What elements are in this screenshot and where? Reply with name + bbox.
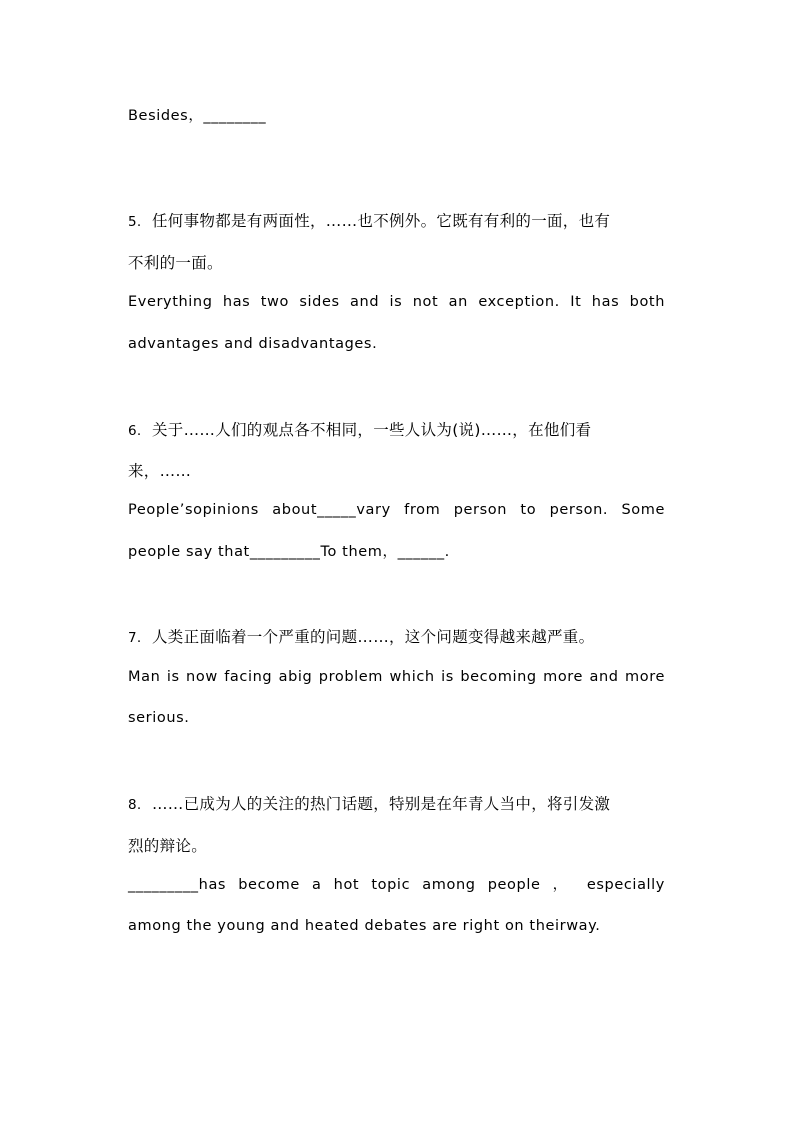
- english-sentence-line-1: Man is now facing abig problem which is becoming more and more: [128, 669, 665, 685]
- intro-line: Besides，________: [128, 108, 267, 124]
- chinese-sentence-line-1: [128, 627, 594, 648]
- chinese-text: 人类正面临着一个严重的问题……，这个问题变得越来越严重。: [152, 628, 595, 646]
- chinese-sentence-line-1: [128, 794, 610, 815]
- english-sentence-line-2: serious.: [128, 710, 190, 726]
- chinese-sentence-line-2: 来，……: [128, 462, 192, 480]
- item-number: 6.: [128, 423, 142, 439]
- english-sentence-line-2: among the young and heated debates are right on theirway.: [128, 918, 601, 934]
- english-sentence-line-2: people say that_________To them，______.: [128, 544, 450, 560]
- chinese-sentence-line-2: 不利的一面。: [128, 254, 223, 272]
- item-number: 5.: [128, 214, 142, 230]
- chinese-sentence-line-1: [128, 211, 610, 232]
- chinese-sentence-line-2: 烈的辩论。: [128, 837, 208, 855]
- chinese-sentence-line-1: [128, 420, 591, 441]
- english-sentence-line-1: Everything has two sides and is not an exception. It has both: [128, 294, 665, 310]
- chinese-text: ……已成为人的关注的热门话题，特别是在年青人当中，将引发激: [152, 795, 611, 813]
- chinese-text: 任何事物都是有两面性，……也不例外。它既有有利的一面，也有: [152, 212, 611, 230]
- chinese-text: 关于……人们的观点各不相同，一些人认为(说)……，在他们看: [152, 421, 592, 439]
- english-sentence-line-2: advantages and disadvantages.: [128, 336, 378, 352]
- english-sentence-line-1: _________has become a hot topic among people ， especially: [128, 877, 665, 893]
- english-sentence-line-1: People’sopinions about_____vary from person to person. Some: [128, 502, 665, 518]
- item-number: 7.: [128, 630, 142, 646]
- item-number: 8.: [128, 797, 142, 813]
